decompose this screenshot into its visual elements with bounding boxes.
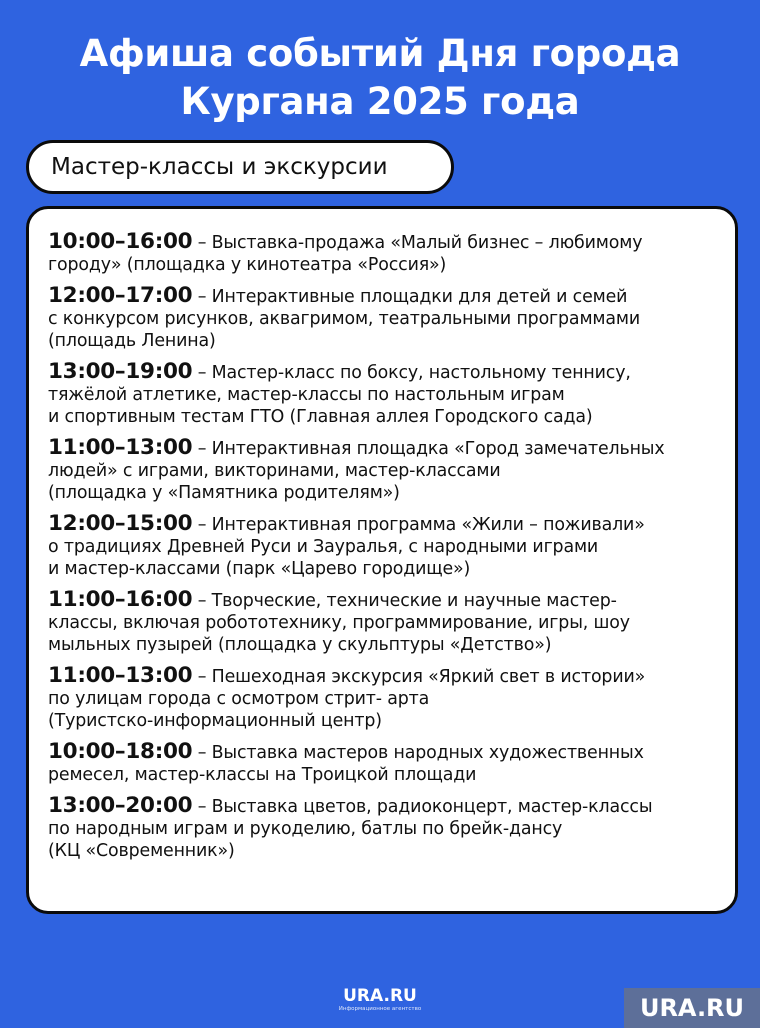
event-description: (площадь Ленина) xyxy=(48,331,216,351)
event-description: – Выставка мастеров народных художественных xyxy=(197,743,644,763)
event-line xyxy=(48,665,718,688)
event-line xyxy=(48,558,718,580)
event-item xyxy=(48,437,718,504)
event-description: (площадка у «Памятника родителям») xyxy=(48,483,400,503)
event-description: – Мастер-класс по боксу, настольному теннису, xyxy=(197,363,631,383)
event-item xyxy=(48,741,718,786)
event-item xyxy=(48,231,718,276)
event-description: по улицам города с осмотром стрит- арта xyxy=(48,689,430,709)
event-line xyxy=(48,840,718,862)
events-list xyxy=(48,231,718,871)
event-item xyxy=(48,513,718,580)
event-description: с конкурсом рисунков, аквагримом, театральными программами xyxy=(48,309,641,329)
event-line xyxy=(48,764,718,786)
event-description: классы, включая робототехнику, программирование, игры, шоу xyxy=(48,613,630,633)
event-line xyxy=(48,634,718,656)
page-title-line-1: Афиша событий Дня города xyxy=(79,32,681,75)
event-line xyxy=(48,361,718,384)
event-item xyxy=(48,589,718,656)
event-item xyxy=(48,665,718,732)
event-line xyxy=(48,513,718,536)
event-line xyxy=(48,536,718,558)
ura-logo-text: URA.RU xyxy=(343,986,417,1006)
event-description: людей» с играми, викторинами, мастер-классами xyxy=(48,461,501,481)
event-description: – Пешеходная экскурсия «Яркий свет в истории» xyxy=(197,667,646,687)
event-line xyxy=(48,482,718,504)
event-time: 13:00–20:00 xyxy=(48,793,193,818)
event-description: о традициях Древней Руси и Зауралья, с народными играми xyxy=(48,537,599,557)
event-line xyxy=(48,437,718,460)
page-title xyxy=(0,30,760,126)
event-description: мыльных пузырей (площадка у скульптуры «Детство») xyxy=(48,635,552,655)
event-description: – Творческие, технические и научные мастер- xyxy=(197,591,617,611)
event-line xyxy=(48,308,718,330)
event-time: 10:00–16:00 xyxy=(48,229,193,254)
event-time: 12:00–15:00 xyxy=(48,511,193,536)
event-description: и мастер-классами (парк «Царево городище») xyxy=(48,559,471,579)
events-card xyxy=(26,206,738,914)
event-time: 11:00–13:00 xyxy=(48,435,193,460)
event-description: – Интерактивная площадка «Город замечательных xyxy=(197,439,665,459)
event-item xyxy=(48,285,718,352)
event-line xyxy=(48,589,718,612)
watermark: URA.RU xyxy=(624,988,760,1028)
ura-logo xyxy=(330,986,430,1013)
ura-logo-subtitle: Информационное агентство xyxy=(338,1006,422,1012)
event-description: ремесел, мастер-классы на Троицкой площади xyxy=(48,765,477,785)
event-line xyxy=(48,460,718,482)
event-time: 12:00–17:00 xyxy=(48,283,193,308)
event-line xyxy=(48,384,718,406)
event-line xyxy=(48,741,718,764)
event-item xyxy=(48,795,718,862)
event-description: – Интерактивная программа «Жили – поживали» xyxy=(197,515,645,535)
event-time: 11:00–13:00 xyxy=(48,663,193,688)
event-description: (Туристско-информационный центр) xyxy=(48,711,382,731)
event-time: 10:00–18:00 xyxy=(48,739,193,764)
event-line xyxy=(48,710,718,732)
page-title-line-2: Кургана 2025 года xyxy=(180,80,580,123)
event-line xyxy=(48,231,718,254)
event-line xyxy=(48,285,718,308)
event-line xyxy=(48,795,718,818)
event-line xyxy=(48,330,718,352)
event-description: – Выставка-продажа «Малый бизнес – любимому xyxy=(197,233,643,253)
event-item xyxy=(48,361,718,428)
event-time: 13:00–19:00 xyxy=(48,359,193,384)
event-line xyxy=(48,612,718,634)
event-description: городу» (площадка у кинотеатра «Россия») xyxy=(48,255,447,275)
event-description: и спортивным тестам ГТО (Главная аллея Городского сада) xyxy=(48,407,593,427)
event-line xyxy=(48,406,718,428)
event-description: по народным играм и рукоделию, батлы по брейк-дансу xyxy=(48,819,563,839)
event-description: – Выставка цветов, радиоконцерт, мастер-классы xyxy=(197,797,653,817)
event-description: (КЦ «Современник») xyxy=(48,841,235,861)
event-line xyxy=(48,254,718,276)
event-description: тяжёлой атлетике, мастер-классы по настольным играм xyxy=(48,385,565,405)
section-label: Мастер-классы и экскурсии xyxy=(26,140,454,194)
event-description: – Интерактивные площадки для детей и семей xyxy=(197,287,628,307)
event-time: 11:00–16:00 xyxy=(48,587,193,612)
event-line xyxy=(48,688,718,710)
event-line xyxy=(48,818,718,840)
